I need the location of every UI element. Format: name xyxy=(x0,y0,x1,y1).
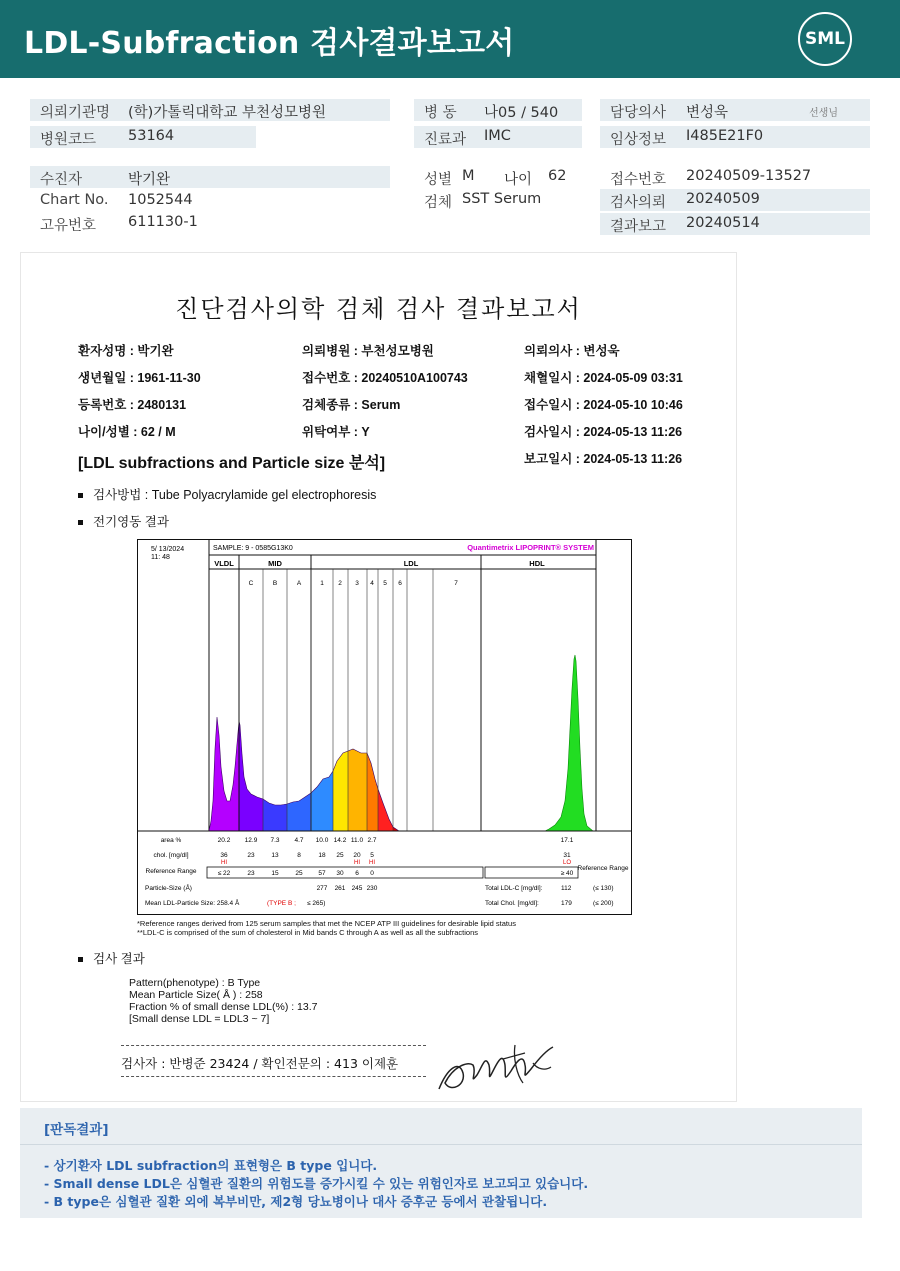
note-2: **LDL-C is comprised of the sum of cholesterol in Mid bands C through A as well as all the subfractions xyxy=(137,928,479,937)
header-bar xyxy=(0,0,900,78)
result-heading xyxy=(78,949,145,967)
chart-ref-B: 15 xyxy=(271,870,279,877)
doctor-value: 변성욱 xyxy=(686,105,729,121)
chart-chol-HDL: 31 xyxy=(563,852,571,859)
hospital-code-label: 병원코드 xyxy=(40,132,97,148)
result-heading-text: 검사 결과 xyxy=(93,952,145,966)
field-reported: 보고일시 : 2024-05-13 11:26 xyxy=(524,452,683,466)
chart-band-label-6: 6 xyxy=(398,580,402,587)
hospital-code-value: 53164 xyxy=(128,128,175,144)
dept-value: IMC xyxy=(484,128,511,144)
chart-brand: Quantimetrix LIPOPRINT® SYSTEM xyxy=(467,543,594,552)
chart-chol-2: 25 xyxy=(336,852,344,859)
method-text: 검사방법 : Tube Polyacrylamide gel electrophoresis xyxy=(93,488,377,502)
embedded-report xyxy=(20,252,737,1102)
doctor-suffix: 선생님 xyxy=(809,108,838,119)
chart-area-pct-1: 10.0 xyxy=(315,837,329,844)
chart-total-ldl-ref: (≤ 130) xyxy=(593,885,614,892)
chart-mean-size: Mean LDL-Particle Size: 258.4 Å xyxy=(145,900,240,907)
chart-date: 5/ 13/2024 xyxy=(151,546,185,553)
electro-text: 전기영동 결과 xyxy=(93,515,169,529)
chart-group-label-VLDL: VLDL xyxy=(214,559,234,568)
chart-row-label-reference: Reference Range xyxy=(145,868,197,875)
report-date-row xyxy=(600,213,870,235)
institution-row xyxy=(30,99,390,121)
clinical-row xyxy=(600,126,870,148)
chart-band-label-5: 5 xyxy=(383,580,387,587)
sml-logo xyxy=(798,12,852,66)
field-tested: 검사일시 : 2024-05-13 11:26 xyxy=(524,425,683,439)
chart-chol-3: 20 xyxy=(353,852,361,859)
chart-particle-size-2: 261 xyxy=(334,885,346,892)
field-dob: 생년월일 : 1961-11-30 xyxy=(78,371,201,385)
chart-chol-B: 13 xyxy=(271,852,279,859)
chart-total-chol-value: 179 xyxy=(561,900,572,907)
ward-label: 병 동 xyxy=(424,105,457,121)
chart-flag-HDL: LO xyxy=(562,860,572,866)
electro-heading xyxy=(78,512,169,530)
page-title: LDL-Subfraction 검사결과보고서 xyxy=(24,26,515,61)
ward-value: 나05 / 540 xyxy=(484,105,559,121)
request-row xyxy=(600,189,870,211)
note-1: *Reference ranges derived from 125 serum samples that met the NCEP ATP III guidelines for desirable lipid status xyxy=(137,919,516,928)
chart-total-chol-label: Total Chol. [mg/dl]: xyxy=(485,900,539,907)
field-reg: 등록번호 : 2480131 xyxy=(78,398,187,412)
chart-band-label-3: 3 xyxy=(355,580,359,587)
judgement-title: [판독결과] xyxy=(44,1122,109,1138)
chart-area-pct-HDL: 17.1 xyxy=(560,837,574,844)
chart-area-pct-C: 12.9 xyxy=(244,837,258,844)
chart-ref-C: 23 xyxy=(247,870,255,877)
chart-band-label-4: 4 xyxy=(370,580,374,587)
patient-value: 박기완 xyxy=(128,172,171,188)
patient-label: 수진자 xyxy=(40,172,83,188)
chart-row-label-area: area % xyxy=(160,837,182,844)
ward-row xyxy=(414,99,582,121)
chart-group-label-LDL: LDL xyxy=(403,559,419,568)
age-value: 62 xyxy=(548,168,567,184)
institution-label: 의뢰기관명 xyxy=(40,105,111,121)
judgement-box xyxy=(20,1108,862,1218)
hospital-code-row xyxy=(30,126,256,148)
field-specimen: 검체종류 : Serum xyxy=(302,398,401,412)
chart-area-3 xyxy=(348,749,367,831)
chart-area-pct-B: 7.3 xyxy=(270,837,280,844)
chart-total-ldl-label: Total LDL-C [mg/dl]: xyxy=(485,885,543,892)
chart-particle-size-4: 230 xyxy=(366,885,378,892)
sex-label: 성별 xyxy=(424,172,453,188)
unique-no-label: 고유번호 xyxy=(40,218,97,234)
clinical-label: 임상정보 xyxy=(610,132,667,148)
chart-chol-C: 23 xyxy=(247,852,255,859)
sex-age-row xyxy=(414,166,582,188)
judgement-line-3: - B type은 심혈관 질환 외에 복부비만, 제2형 당뇨병이나 대사 증후군 등에서 관찰됩니다. xyxy=(44,1194,548,1209)
field-receipt: 접수번호 : 20240510A100743 xyxy=(302,371,468,385)
chart-particle-size-3: 245 xyxy=(351,885,363,892)
receipt-value: 20240509-13527 xyxy=(686,168,812,184)
specimen-row xyxy=(414,189,582,211)
chart-area-pct-4: 2.7 xyxy=(367,837,377,844)
chart-ref-HDL: ≥ 40 xyxy=(560,870,574,877)
field-age-sex: 나이/성별 : 62 / M xyxy=(78,425,176,439)
signature xyxy=(433,1039,558,1099)
chart-ref-3: 6 xyxy=(355,870,359,877)
chart-chol-1: 18 xyxy=(318,852,326,859)
age-label: 나이 xyxy=(504,172,533,188)
chart-ref-VLDL: ≤ 22 xyxy=(217,870,231,877)
dept-row xyxy=(414,126,582,148)
receipt-label: 접수번호 xyxy=(610,172,667,188)
result-mean-size: Mean Particle Size( Å ) : 258 xyxy=(129,989,263,1001)
chart-group-label-HDL: HDL xyxy=(529,559,545,568)
sex-value: M xyxy=(462,168,475,184)
judgement-divider xyxy=(20,1144,862,1145)
section-title: [LDL subfractions and Particle size 분석] xyxy=(78,455,386,472)
examiner-line: 검사자 : 반병준 23424 / 확인전문의 : 413 이제훈 xyxy=(121,1056,399,1071)
result-pattern: Pattern(phenotype) : B Type xyxy=(129,977,261,989)
patient-row xyxy=(30,166,390,188)
specimen-label: 검체 xyxy=(424,195,453,211)
chart-band-label-B: B xyxy=(272,580,278,587)
specimen-value: SST Serum xyxy=(462,191,542,207)
field-outsourced: 위탁여부 : Y xyxy=(302,425,370,439)
chart-area-pct-2: 14.2 xyxy=(333,837,347,844)
logo-text: SML xyxy=(805,29,845,49)
chart-time: 11: 48 xyxy=(151,554,170,561)
chart-area-pct-VLDL: 20.2 xyxy=(217,837,231,844)
doctor-label: 담당의사 xyxy=(610,105,667,121)
method-line xyxy=(78,485,376,503)
chart-notes xyxy=(137,919,516,937)
chart-sample: SAMPLE: 9 - 0585G13K0 xyxy=(213,545,293,552)
chart-flag-4: HI xyxy=(369,860,375,866)
institution-value: (학)가톨릭대학교 부천성모병원 xyxy=(128,105,327,121)
report-date-label: 결과보고 xyxy=(610,219,667,235)
receipt-row xyxy=(600,166,870,188)
chart-ref-4: 0 xyxy=(370,870,374,877)
chart-particle-size-1: 277 xyxy=(316,885,328,892)
clinical-value: I485E21F0 xyxy=(686,128,764,144)
unique-no-row xyxy=(30,212,390,234)
chart-band-label-1: 1 xyxy=(320,580,324,587)
chart-chol-VLDL: 36 xyxy=(220,852,228,859)
chart-row-label-chol: chol. [mg/dl] xyxy=(153,852,189,859)
report-title: 진단검사의학 검체 검사 결과보고서 xyxy=(175,295,582,323)
dash-line-top xyxy=(121,1045,426,1046)
field-ref-doctor: 의뢰의사 : 변성욱 xyxy=(524,344,620,358)
chart-no-value: 1052544 xyxy=(128,192,193,208)
field-patient-name: 환자성명 : 박기완 xyxy=(78,344,174,358)
chart-band-label-7: 7 xyxy=(454,580,458,587)
chart-area-pct-A: 4.7 xyxy=(294,837,304,844)
chart-frame xyxy=(138,540,632,915)
chart-group-label-MID: MID xyxy=(268,559,282,568)
chart-no-label: Chart No. xyxy=(40,192,109,208)
chart-flag-3: HI xyxy=(354,860,360,866)
result-sd-definition: [Small dense LDL = LDL3 ~ 7] xyxy=(129,1013,270,1025)
chart-band-label-C: C xyxy=(248,580,254,587)
chart-band-label-2: 2 xyxy=(338,580,342,587)
chart-area-pct-3: 11.0 xyxy=(350,837,364,844)
chart-type-cutoff: ≤ 265) xyxy=(307,900,326,907)
chart-particle-size-label: Particle-Size (Å) xyxy=(145,885,192,892)
chart-band-label-A: A xyxy=(296,580,302,587)
chart-no-row xyxy=(30,190,390,212)
chart-chol-A: 8 xyxy=(297,852,301,859)
request-value: 20240509 xyxy=(686,191,760,207)
chart-flag-VLDL: HI xyxy=(221,860,227,866)
chart-total-ldl-value: 112 xyxy=(561,885,572,892)
chart-chol-4: 5 xyxy=(370,852,374,859)
field-collected: 채혈일시 : 2024-05-09 03:31 xyxy=(524,371,683,385)
judgement-line-1: - 상기환자 LDL subfraction의 표현형은 B type 입니다. xyxy=(44,1158,378,1173)
chart-ref-2: 30 xyxy=(336,870,344,877)
result-fraction: Fraction % of small dense LDL(%) : 13.7 xyxy=(129,1001,318,1013)
chart-ref-A: 25 xyxy=(295,870,303,877)
electrophoresis-chart xyxy=(137,539,632,919)
unique-no-value: 611130-1 xyxy=(128,214,198,230)
field-hospital: 의뢰병원 : 부천성모병원 xyxy=(302,344,434,358)
doctor-row xyxy=(600,99,870,121)
dash-line-bottom xyxy=(121,1076,426,1077)
judgement-line-2: - Small dense LDL은 심혈관 질환의 위험도를 증가시킬 수 있는 위험인자로 보고되고 있습니다. xyxy=(44,1176,589,1191)
chart-total-chol-ref: (≤ 200) xyxy=(593,900,614,907)
report-date-value: 20240514 xyxy=(686,215,760,231)
dept-label: 진료과 xyxy=(424,132,467,148)
request-label: 검사의뢰 xyxy=(610,195,667,211)
field-received: 접수일시 : 2024-05-10 10:46 xyxy=(524,398,683,412)
chart-type: (TYPE B ; xyxy=(267,900,296,907)
chart-ref-1: 57 xyxy=(318,870,326,877)
chart-ref-range-label-right: Reference Range xyxy=(577,865,629,872)
